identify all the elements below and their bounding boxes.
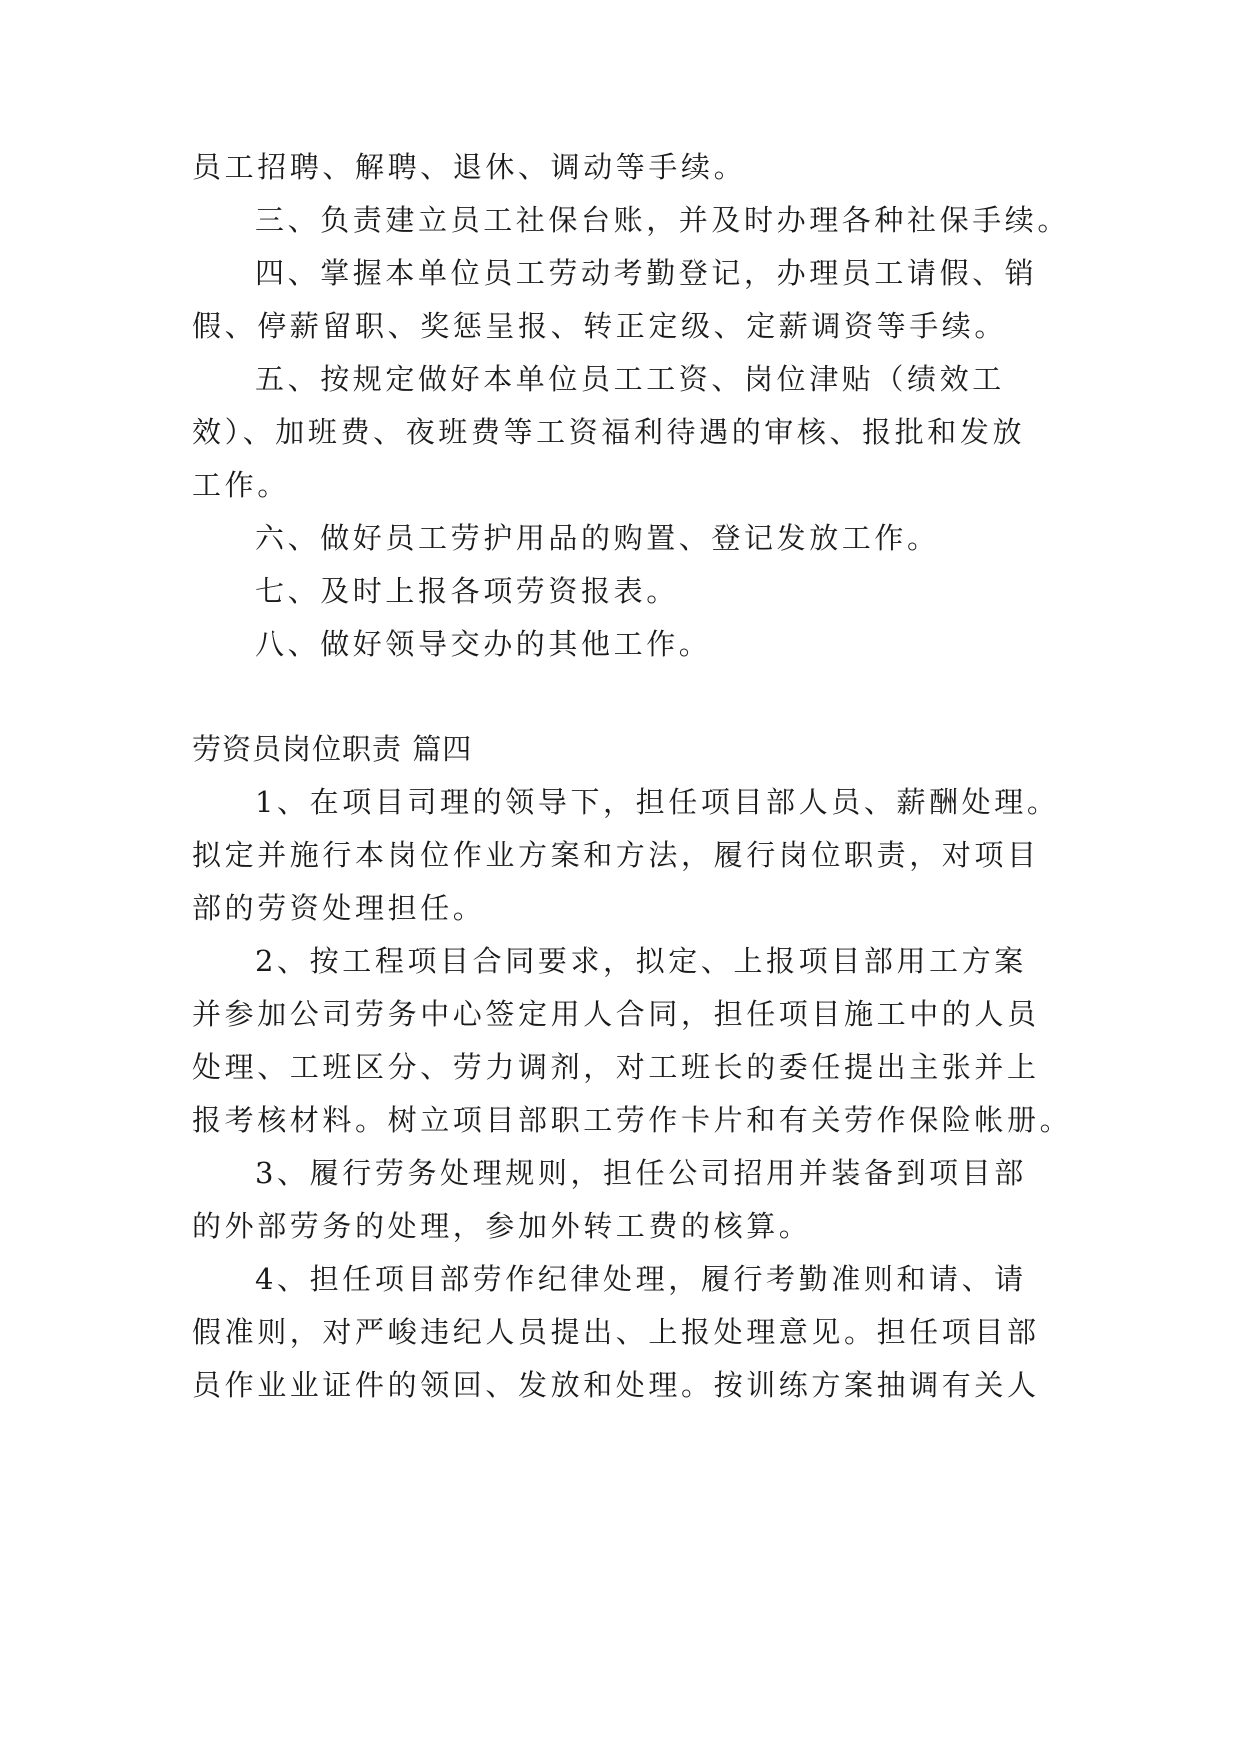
text-line: 2、按工程项目合同要求，拟定、上报项目部用工方案 [255,944,1027,978]
text-line: 并参加公司劳务中心签定用人合同，担任项目施工中的人员 [192,997,1040,1031]
text-line: 六、做好员工劳护用品的购置、登记发放工作。 [255,521,940,555]
text-line: 3、履行劳务处理规则，担任公司招用并装备到项目部 [255,1156,1027,1190]
text-line: 四、掌握本单位员工劳动考勤登记，办理员工请假、销 [255,256,1038,290]
text-line: 部的劳资处理担任。 [192,891,486,925]
text-line: 4、担任项目部劳作纪律处理，履行考勤准则和请、请 [255,1262,1027,1296]
text-line: 1、在项目司理的领导下，担任项目部人员、薪酬处理。 [255,785,1060,819]
text-line: 员作业业证件的领回、发放和处理。按训练方案抽调有关人 [192,1368,1040,1402]
text-line: 效）、加班费、夜班费等工资福利待遇的审核、报批和发放 [192,415,1026,449]
text-line: 的外部劳务的处理，参加外转工费的核算。 [192,1209,812,1243]
text-line: 处理、工班区分、劳力调剂，对工班长的委任提出主张并上 [192,1050,1040,1084]
text-line: 工作。 [192,468,290,502]
text-line: 七、及时上报各项劳资报表。 [255,574,679,608]
text-line: 假、停薪留职、奖惩呈报、转正定级、定薪调资等手续。 [192,309,1008,343]
text-line: 拟定并施行本岗位作业方案和方法，履行岗位职责，对项目 [192,838,1040,872]
text-line: 员工招聘、解聘、退休、调动等手续。 [192,150,747,184]
text-line: 报考核材料。树立项目部职工劳作卡片和有关劳作保险帐册。 [192,1103,1073,1137]
text-line: 八、做好领导交办的其他工作。 [255,627,712,661]
text-line: 假准则，对严峻违纪人员提出、上报处理意见。担任项目部 [192,1315,1040,1349]
text-line: 五、按规定做好本单位员工工资、岗位津贴（绩效工 [255,362,1005,396]
text-line: 三、负责建立员工社保台账，并及时办理各种社保手续。 [255,203,1071,237]
section-heading: 劳资员岗位职责 篇四 [192,732,473,766]
